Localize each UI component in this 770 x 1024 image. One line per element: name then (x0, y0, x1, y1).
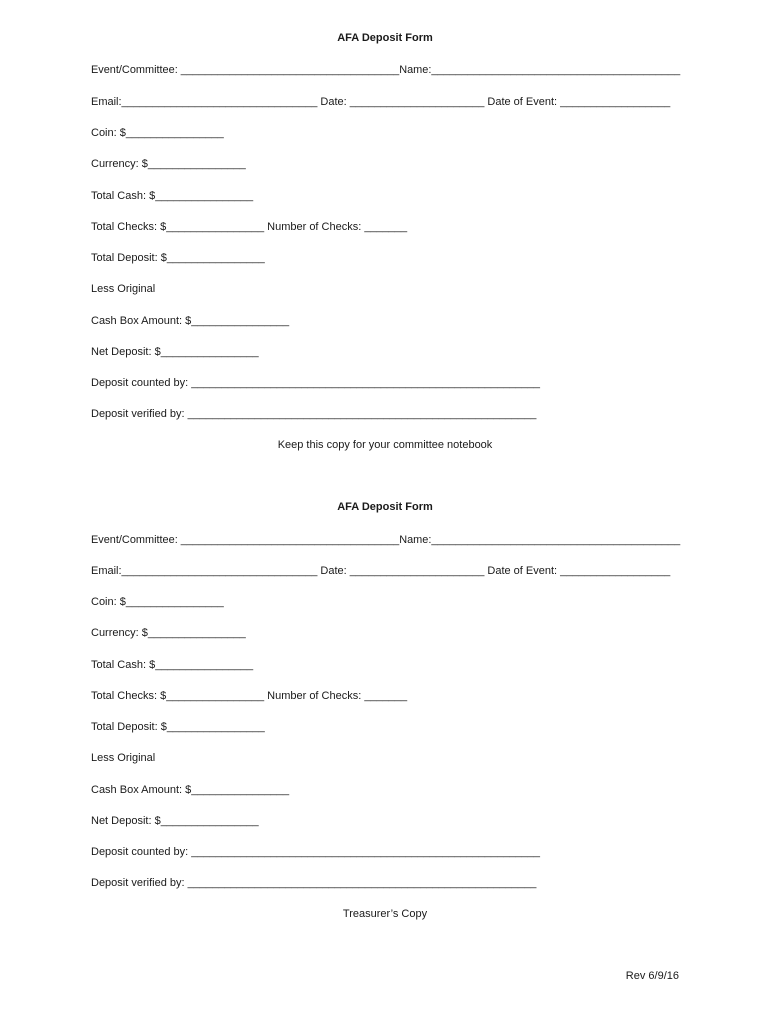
currency-line[interactable]: Currency: $________________ (91, 158, 246, 170)
currency-line[interactable]: Currency: $________________ (91, 627, 246, 639)
event-committee-name-line[interactable]: Event/Committee: ____________________________________Name:_________________________________________ (91, 534, 681, 546)
form-footer-note: Treasurer’s Copy (342, 908, 428, 920)
total-cash-line[interactable]: Total Cash: $________________ (91, 659, 254, 671)
form-title: AFA Deposit Form (337, 501, 433, 513)
coin-line[interactable]: Coin: $________________ (91, 596, 224, 608)
total-checks-line[interactable]: Total Checks: $________________ Number of Checks: _______ (91, 690, 408, 702)
verified-by-line[interactable]: Deposit verified by: _________________________________________________________ (91, 877, 537, 889)
total-checks-line[interactable]: Total Checks: $________________ Number of Checks: _______ (91, 221, 408, 233)
net-deposit-line[interactable]: Net Deposit: $________________ (91, 815, 259, 827)
event-committee-name-line[interactable]: Event/Committee: ____________________________________Name:_________________________________________ (91, 64, 681, 76)
coin-line[interactable]: Coin: $________________ (91, 127, 224, 139)
revision-label: Rev 6/9/16 (625, 970, 679, 982)
less-original-label: Less Original (91, 752, 156, 764)
form-footer-note: Keep this copy for your committee notebook (277, 439, 493, 451)
cash-box-line[interactable]: Cash Box Amount: $________________ (91, 315, 290, 327)
less-original-label: Less Original (91, 283, 156, 295)
total-deposit-line[interactable]: Total Deposit: $________________ (91, 721, 265, 733)
net-deposit-line[interactable]: Net Deposit: $________________ (91, 346, 259, 358)
form-title: AFA Deposit Form (337, 32, 433, 44)
email-date-line[interactable]: Email:________________________________ Date: ______________________ Date of Event: __________________ (91, 565, 671, 577)
counted-by-line[interactable]: Deposit counted by: _________________________________________________________ (91, 846, 540, 858)
email-date-line[interactable]: Email:________________________________ Date: ______________________ Date of Event: __________________ (91, 96, 671, 108)
total-deposit-line[interactable]: Total Deposit: $________________ (91, 252, 265, 264)
cash-box-line[interactable]: Cash Box Amount: $________________ (91, 784, 290, 796)
verified-by-line[interactable]: Deposit verified by: _________________________________________________________ (91, 408, 537, 420)
counted-by-line[interactable]: Deposit counted by: _________________________________________________________ (91, 377, 540, 389)
total-cash-line[interactable]: Total Cash: $________________ (91, 190, 254, 202)
